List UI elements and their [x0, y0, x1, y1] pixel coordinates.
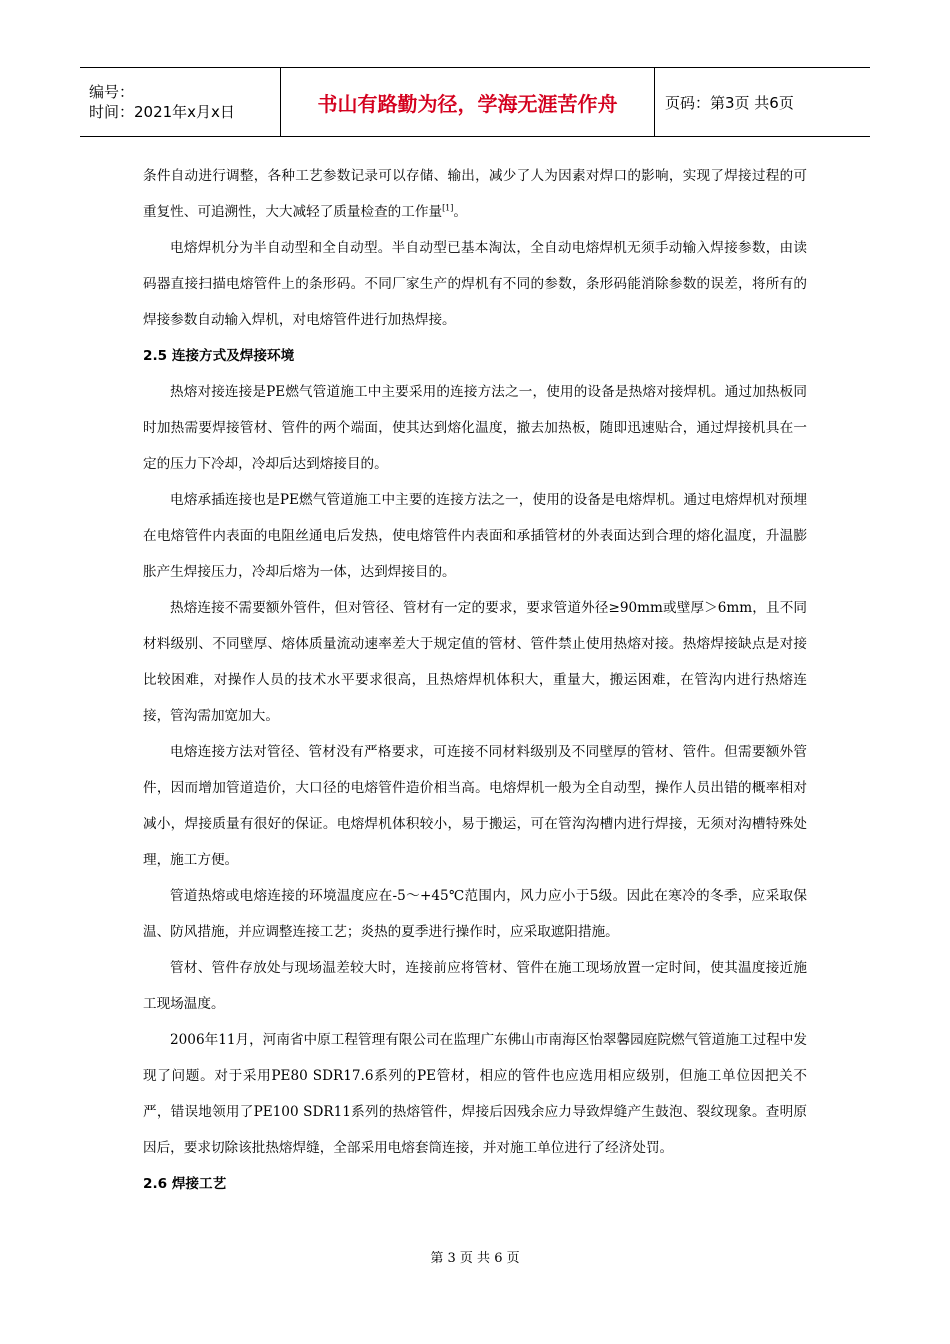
document-body	[143, 158, 807, 1202]
paragraph-7: 管道热熔或电熔连接的环境温度应在-5～+45℃范围内，风力应小于5级。因此在寒冷的冬季，应采取保温、防风措施，并应调整连接工艺；炎热的夏季进行操作时，应采取遮阳措施。	[143, 888, 807, 940]
paragraph-4: 电熔承插连接也是PE燃气管道施工中主要的连接方法之一，使用的设备是电熔焊机。通过电熔焊机对预埋在电熔管件内表面的电阻丝通电后发热，使电熔管件内表面和承插管材的外表面达到合理的熔化温度，升温膨胀产生焊接压力，冷却后熔为一体，达到焊接目的。	[143, 492, 807, 580]
paragraph-9: 2006年11月，河南省中原工程管理有限公司在监理广东佛山市南海区怡翠馨园庭院燃气管道施工过程中发现了问题。对于采用PE80 SDR17.6系列的PE管材，相应的管件也应选用相应级别，但施工单位因把关不严，错误地领用了PE100 SDR11系列的热熔管件，焊接后因残余应力导致焊缝产生鼓泡、裂纹现象。查明原因后，要求切除该批热熔焊缝，全部采用电熔套筒连接，并对施工单位进行了经济处罚。	[143, 1032, 807, 1156]
section-heading-2-6: 2.6 焊接工艺	[143, 1176, 227, 1192]
header-page-number: 页码：第3页 共6页	[665, 93, 794, 112]
paragraph-2: 电熔焊机分为半自动型和全自动型。半自动型已基本淘汰，全自动电熔焊机无须手动输入焊接参数，由读码器直接扫描电熔管件上的条形码。不同厂家生产的焊机有不同的参数，条形码能消除参数的误差，将所有的焊接参数自动输入焊机，对电熔管件进行加热焊接。	[143, 240, 807, 328]
page-footer: 第 3 页 共 6 页	[430, 1251, 520, 1266]
document-number-label: 编号：	[89, 83, 135, 101]
citation-marker: [1]	[442, 203, 454, 213]
paragraph-6: 电熔连接方法对管径、管材没有严格要求，可连接不同材料级别及不同壁厚的管材、管件。但需要额外管件，因而增加管道造价，大口径的电熔管件造价相当高。电熔焊机一般为全自动型，操作人员出错的概率相对减小，焊接质量有很好的保证。电熔焊机体积较小，易于搬运，可在管沟沟槽内进行焊接，无须对沟槽特殊处理，施工方便。	[143, 744, 807, 868]
header-meta	[80, 68, 281, 136]
paragraph-1-text: 条件自动进行调整，各种工艺参数记录可以存储、输出，减少了人为因素对焊口的影响，实现了焊接过程的可重复性、可追溯性，大大减轻了质量检查的工作量	[143, 168, 807, 220]
document-date-label: 时间：2021年x月x日	[89, 103, 235, 121]
header-page-info	[655, 68, 870, 136]
paragraph-1-end: 。	[453, 204, 467, 220]
page-header	[80, 67, 870, 137]
header-motto: 书山有路勤为径，学海无涯苦作舟	[317, 91, 618, 116]
paragraph-1	[143, 158, 807, 230]
paragraph-3: 热熔对接连接是PE燃气管道施工中主要采用的连接方法之一，使用的设备是热熔对接焊机。通过加热板同时加热需要焊接管材、管件的两个端面，使其达到熔化温度，撤去加热板，随即迅速贴合，通过焊接机具在一定的压力下冷却，冷却后达到熔接目的。	[143, 384, 807, 472]
paragraph-8: 管材、管件存放处与现场温差较大时，连接前应将管材、管件在施工现场放置一定时间，使其温度接近施工现场温度。	[143, 960, 807, 1012]
section-heading-2-5: 2.5 连接方式及焊接环境	[143, 348, 295, 364]
header-motto-cell	[281, 68, 655, 136]
paragraph-5: 热熔连接不需要额外管件，但对管径、管材有一定的要求，要求管道外径≥90mm或壁厚＞6mm，且不同材料级别、不同壁厚、熔体质量流动速率差大于规定值的管材、管件禁止使用热熔对接。热熔焊接缺点是对接比较困难，对操作人员的技术水平要求很高，且热熔焊机体积大，重量大，搬运困难，在管沟内进行热熔连接，管沟需加宽加大。	[143, 600, 807, 724]
